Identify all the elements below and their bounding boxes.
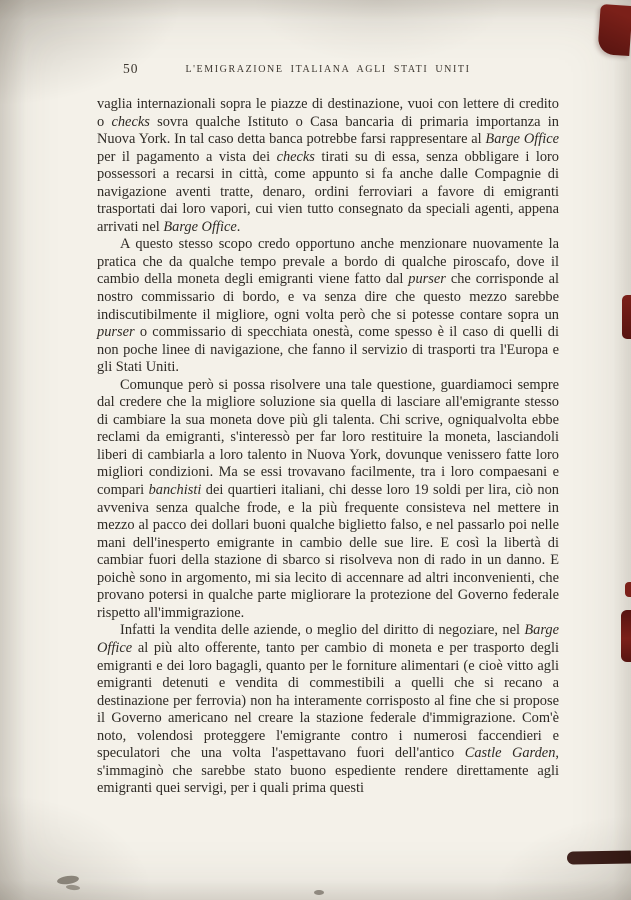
italic-text: Barge Office bbox=[163, 218, 237, 235]
italic-text: Barge Office bbox=[97, 622, 559, 656]
italic-text: purser bbox=[408, 271, 446, 288]
body-text: per il pagamento a vista dei bbox=[97, 148, 277, 165]
paragraph bbox=[97, 236, 559, 376]
page-body bbox=[97, 96, 559, 798]
scan-stain-right-edge-1 bbox=[622, 295, 631, 339]
scan-smudge-bottom-center bbox=[314, 890, 324, 895]
body-text: vaglia internazionali sopra le piazze di destinazione, vuoi con lettere di credito o bbox=[97, 96, 559, 130]
scan-stain-bottom-right bbox=[567, 850, 631, 864]
italic-text: purser bbox=[97, 324, 135, 341]
scan-smudge-bottom-left-1 bbox=[57, 875, 80, 886]
body-text: dei quartieri italiani, chi desse loro 19 soldi per lira, ciò non avveniva senza qualche frode, e la più frequente consisteva nel mettere in mezzo al pacco dei dollari buoni qualche biglietto falso, e nel passarlo poi nelle mani dell'inesperto emigrante in cambio delle sue lire. E così la libertà di cambiar fuori della stazione di sbarco si risolveva non di rado in un danno. E poichè sono in argomento, mi sia lecito di accennare ad altri inconvenienti, che provano potersi in qualche parte migliorare la protezione del Governo federale rispetto all'immigrazione. bbox=[97, 482, 559, 621]
body-text: Comunque però si possa risolvere una tale questione, guardiamoci sempre dal credere che la migliore soluzione sia quella di lasciare all'emigrante stesso di cambiare la sua moneta dove più gli talenta. Chi scrive, ogniqualvolta ebbe reclami da emigranti, s'interessò per far loro restituire la moneta, lasciandoli liberi di cambiarla a loro talento in Nuova York, dovunque venissero fatte loro migliori condizioni. Ma se essi trovavano facilmente, tra i loro compaesani e compari bbox=[97, 376, 559, 499]
body-text: o commissario di specchiata onestà, come spesso è il caso di quelli di non poche linee di navigazione, che fanno il servizio di trasporti tra l'Europa e gli Stati Uniti. bbox=[97, 324, 559, 376]
body-text: A questo stesso scopo credo opportuno anche menzionare nuovamente la pratica che da qualche tempo prevale a bordo di qualche piroscafo, dove il cambio della moneta degli emigranti viene fatto dal bbox=[97, 236, 559, 288]
body-text: . bbox=[236, 218, 241, 235]
italic-text: Castle Garden bbox=[464, 745, 556, 762]
body-text: , s'immaginò che sarebbe stato buono espediente rendere direttamente agli emigranti quei servigi, per i quali prima questi bbox=[97, 745, 559, 797]
paragraph bbox=[97, 377, 559, 623]
italic-text: checks bbox=[276, 148, 315, 165]
body-text: al più alto offerente, tanto per cambio di moneta e per trasporto degli emigranti e dei loro bagagli, quanto per le forniture alimentari (e cioè vitto agli emigranti detenuti e vendita di commestibili a quelli che si recano a destinazione per ferrovia) non ha interamente corrisposto al fine che si propose il Governo americano nel creare la stazione federale d'immigrazione. Com'è noto, volendosi proteggere l'emigrante contro i numerosi faccendieri e speculatori che una volta l'aspettavano fuori dell'antico bbox=[97, 639, 559, 762]
italic-text: checks bbox=[111, 113, 150, 130]
page-number: 50 bbox=[123, 61, 139, 76]
italic-text: banchisti bbox=[148, 482, 202, 499]
scan-smudge-bottom-left-2 bbox=[66, 884, 80, 890]
scan-stain-right-edge-3 bbox=[621, 610, 631, 662]
paragraph bbox=[97, 96, 559, 236]
body-text: Infatti la vendita delle aziende, o meglio del diritto di negoziare, nel bbox=[120, 622, 525, 639]
body-text: sovra qualche Istituto o Casa bancaria di primaria importanza in Nuova York. In tal caso detta banca potrebbe farsi rappresentare al bbox=[97, 113, 559, 148]
body-text: tirati su di essa, senza obbligare i loro possessori a recarsi in città, come appunto si fa anche dalle Compagnie di navigazione aventi tratte, denaro, ordini ferroviari a favore di emigranti trasportati dai loro vapori, cui vien tutto consegnato da speciali agenti, appena arrivati nel bbox=[97, 148, 559, 235]
italic-text: Barge Office bbox=[485, 131, 559, 148]
running-title: L'EMIGRAZIONE ITALIANA AGLI STATI UNITI bbox=[185, 64, 471, 75]
paragraph bbox=[97, 622, 559, 797]
scan-stain-right-edge-2 bbox=[625, 582, 631, 597]
scan-stain-top-right bbox=[597, 4, 631, 56]
page-header bbox=[97, 61, 559, 81]
body-text: che corrisponde al nostro commissario di bordo, e va senza dire che questo mezzo sarebbe indiscutibilmente il migliore, ogni volta però che si potesse contare sopra un bbox=[97, 271, 559, 323]
